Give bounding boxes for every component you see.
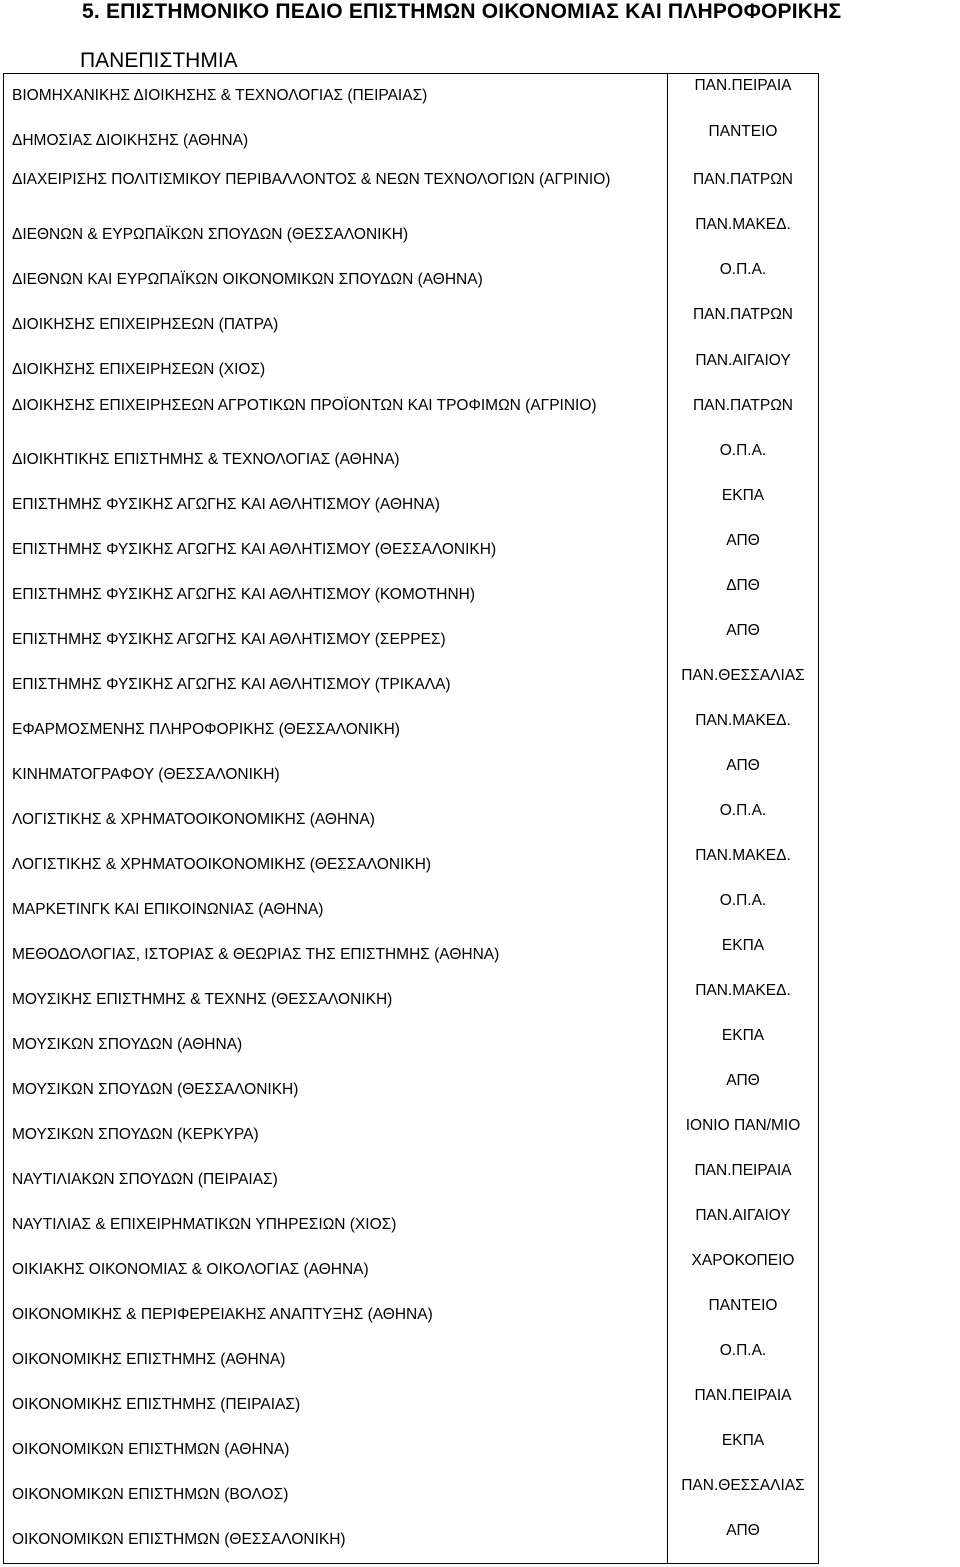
department-name: ΕΠΙΣΤΗΜΗΣ ΦΥΣΙΚΗΣ ΑΓΩΓΗΣ ΚΑΙ ΑΘΛΗΤΙΣΜΟΥ (ΣΕΡΡΕΣ) [12, 631, 446, 648]
department-name: ΔΙΟΙΚΗΣΗΣ ΕΠΙΧΕΙΡΗΣΕΩΝ (ΠΑΤΡΑ) [12, 316, 279, 333]
department-name: ΜΑΡΚΕΤΙΝΓΚ ΚΑΙ ΕΠΙΚΟΙΝΩΝΙΑΣ (ΑΘΗΝΑ) [12, 901, 324, 918]
department-name: ΚΙΝΗΜΑΤΟΓΡΑΦΟΥ (ΘΕΣΣΑΛΟΝΙΚΗ) [12, 766, 280, 783]
department-name: ΛΟΓΙΣΤΙΚΗΣ & ΧΡΗΜΑΤΟΟΙΚΟΝΟΜΙΚΗΣ (ΘΕΣΣΑΛΟΝΙΚΗ) [12, 856, 432, 873]
department-name: ΜΟΥΣΙΚΗΣ ΕΠΙΣΤΗΜΗΣ & ΤΕΧΝΗΣ (ΘΕΣΣΑΛΟΝΙΚΗ) [12, 991, 393, 1008]
university-name: ΠΑΝ.ΠΕΙΡΑΙΑ [694, 1387, 792, 1404]
department-name: ΔΙΕΘΝΩΝ & ΕΥΡΩΠΑΪΚΩΝ ΣΠΟΥΔΩΝ (ΘΕΣΣΑΛΟΝΙΚΗ) [12, 226, 409, 243]
university-name: Ο.Π.Α. [719, 442, 767, 459]
university-name: ΠΑΝ.ΠΕΙΡΑΙΑ [694, 1162, 792, 1179]
university-name: ΙΟΝΙΟ ΠΑΝ/ΜΙΟ [685, 1117, 801, 1134]
department-name: ΔΙΑΧΕΙΡΙΣΗΣ ΠΟΛΙΤΙΣΜΙΚΟΥ ΠΕΡΙΒΑΛΛΟΝΤΟΣ & ΝΕΩΝ ΤΕΧΝΟΛΟΓΙΩΝ (ΑΓΡΙΝΙΟ) [12, 171, 611, 188]
university-name: ΕΚΠΑ [721, 1027, 765, 1044]
university-name: Ο.Π.Α. [719, 892, 767, 909]
university-name: ΑΠΘ [726, 622, 760, 639]
university-name: ΕΚΠΑ [721, 937, 765, 954]
department-name: ΜΕΘΟΔΟΛΟΓΙΑΣ, ΙΣΤΟΡΙΑΣ & ΘΕΩΡΙΑΣ ΤΗΣ ΕΠΙΣΤΗΜΗΣ (ΑΘΗΝΑ) [12, 946, 500, 963]
department-name: ΕΠΙΣΤΗΜΗΣ ΦΥΣΙΚΗΣ ΑΓΩΓΗΣ ΚΑΙ ΑΘΛΗΤΙΣΜΟΥ (ΘΕΣΣΑΛΟΝΙΚΗ) [12, 541, 497, 558]
department-name: ΔΙΟΙΚΗΤΙΚΗΣ ΕΠΙΣΤΗΜΗΣ & ΤΕΧΝΟΛΟΓΙΑΣ (ΑΘΗΝΑ) [12, 451, 400, 468]
university-name: ΠΑΝ.ΠΑΤΡΩΝ [692, 397, 793, 414]
university-name: ΠΑΝ.ΠΑΤΡΩΝ [692, 306, 793, 323]
department-name: ΟΙΚΟΝΟΜΙΚΩΝ ΕΠΙΣΤΗΜΩΝ (ΑΘΗΝΑ) [12, 1441, 290, 1458]
page-title: 5. ΕΠΙΣΤΗΜΟΝΙΚΟ ΠΕΔΙΟ ΕΠΙΣΤΗΜΩΝ ΟΙΚΟΝΟΜΙΑΣ ΚΑΙ ΠΛΗΡΟΦΟΡΙΚΗΣ [82, 0, 842, 23]
university-name: ΠΑΝ.ΜΑΚΕΔ. [695, 847, 791, 864]
university-name: ΑΠΘ [726, 757, 760, 774]
department-name: ΔΙΟΙΚΗΣΗΣ ΕΠΙΧΕΙΡΗΣΕΩΝ (ΧΙΟΣ) [12, 361, 266, 378]
universities-column-header: ΠΑΝΕΠΙΣΤΗΜΙΑ [80, 49, 238, 72]
department-name: ΜΟΥΣΙΚΩΝ ΣΠΟΥΔΩΝ (ΘΕΣΣΑΛΟΝΙΚΗ) [12, 1081, 299, 1098]
university-name: Ο.Π.Α. [719, 261, 767, 278]
university-name: ΠΑΝ.ΑΙΓΑΙΟΥ [695, 1207, 791, 1224]
university-name: ΠΑΝ.ΜΑΚΕΔ. [695, 216, 791, 233]
university-name: ΠΑΝ.ΘΕΣΣΑΛΙΑΣ [681, 667, 805, 684]
department-name: ΒΙΟΜΗΧΑΝΙΚΗΣ ΔΙΟΙΚΗΣΗΣ & ΤΕΧΝΟΛΟΓΙΑΣ (ΠΕΙΡΑΙΑΣ) [12, 87, 428, 104]
university-name: ΑΠΘ [726, 532, 760, 549]
department-name: ΕΦΑΡΜΟΣΜΕΝΗΣ ΠΛΗΡΟΦΟΡΙΚΗΣ (ΘΕΣΣΑΛΟΝΙΚΗ) [12, 721, 400, 738]
department-name: ΟΙΚΟΝΟΜΙΚΗΣ ΕΠΙΣΤΗΜΗΣ (ΑΘΗΝΑ) [12, 1351, 286, 1368]
department-name: ΛΟΓΙΣΤΙΚΗΣ & ΧΡΗΜΑΤΟΟΙΚΟΝΟΜΙΚΗΣ (ΑΘΗΝΑ) [12, 811, 375, 828]
university-name: ΠΑΝ.ΠΑΤΡΩΝ [692, 171, 793, 188]
university-name: ΧΑΡΟΚΟΠΕΙΟ [691, 1252, 795, 1269]
university-name: ΠΑΝ.ΑΙΓΑΙΟΥ [695, 352, 791, 369]
university-name: ΔΠΘ [726, 577, 760, 594]
university-name: ΠΑΝ.ΠΕΙΡΑΙΑ [694, 77, 792, 94]
university-name: Ο.Π.Α. [719, 802, 767, 819]
university-name: ΠΑΝ.ΘΕΣΣΑΛΙΑΣ [681, 1477, 805, 1494]
university-name: ΠΑΝΤΕΙΟ [708, 1297, 778, 1314]
department-name: ΔΙΕΘΝΩΝ ΚΑΙ ΕΥΡΩΠΑΪΚΩΝ ΟΙΚΟΝΟΜΙΚΩΝ ΣΠΟΥΔΩΝ (ΑΘΗΝΑ) [12, 271, 483, 288]
department-name: ΟΙΚΟΝΟΜΙΚΗΣ & ΠΕΡΙΦΕΡΕΙΑΚΗΣ ΑΝΑΠΤΥΞΗΣ (ΑΘΗΝΑ) [12, 1306, 433, 1323]
university-name: ΕΚΠΑ [721, 487, 765, 504]
department-name: ΔΙΟΙΚΗΣΗΣ ΕΠΙΧΕΙΡΗΣΕΩΝ ΑΓΡΟΤΙΚΩΝ ΠΡΟΪΟΝΤΩΝ ΚΑΙ ΤΡΟΦΙΜΩΝ (ΑΓΡΙΝΙΟ) [12, 397, 597, 414]
university-name: ΕΚΠΑ [721, 1432, 765, 1449]
department-name: ΕΠΙΣΤΗΜΗΣ ΦΥΣΙΚΗΣ ΑΓΩΓΗΣ ΚΑΙ ΑΘΛΗΤΙΣΜΟΥ (ΑΘΗΝΑ) [12, 496, 440, 513]
university-name: ΑΠΘ [726, 1522, 760, 1539]
university-name: ΠΑΝ.ΜΑΚΕΔ. [695, 982, 791, 999]
department-name: ΕΠΙΣΤΗΜΗΣ ΦΥΣΙΚΗΣ ΑΓΩΓΗΣ ΚΑΙ ΑΘΛΗΤΙΣΜΟΥ (ΚΟΜΟΤΗΝΗ) [12, 586, 476, 603]
university-name: ΠΑΝΤΕΙΟ [708, 123, 778, 140]
department-name: ΜΟΥΣΙΚΩΝ ΣΠΟΥΔΩΝ (ΑΘΗΝΑ) [12, 1036, 243, 1053]
department-name: ΔΗΜΟΣΙΑΣ ΔΙΟΙΚΗΣΗΣ (ΑΘΗΝΑ) [12, 132, 249, 149]
university-name: Ο.Π.Α. [719, 1342, 767, 1359]
department-name: ΜΟΥΣΙΚΩΝ ΣΠΟΥΔΩΝ (ΚΕΡΚΥΡΑ) [12, 1126, 259, 1143]
university-name: ΑΠΘ [726, 1072, 760, 1089]
department-name: ΟΙΚΟΝΟΜΙΚΩΝ ΕΠΙΣΤΗΜΩΝ (ΒΟΛΟΣ) [12, 1486, 289, 1503]
department-name: ΟΙΚΟΝΟΜΙΚΩΝ ΕΠΙΣΤΗΜΩΝ (ΘΕΣΣΑΛΟΝΙΚΗ) [12, 1531, 346, 1548]
university-name: ΠΑΝ.ΜΑΚΕΔ. [695, 712, 791, 729]
department-name: ΕΠΙΣΤΗΜΗΣ ΦΥΣΙΚΗΣ ΑΓΩΓΗΣ ΚΑΙ ΑΘΛΗΤΙΣΜΟΥ (ΤΡΙΚΑΛΑ) [12, 676, 451, 693]
department-name: ΝΑΥΤΙΛΙΑΣ & ΕΠΙΧΕΙΡΗΜΑΤΙΚΩΝ ΥΠΗΡΕΣΙΩΝ (ΧΙΟΣ) [12, 1216, 397, 1233]
department-name: ΟΙΚΟΝΟΜΙΚΗΣ ΕΠΙΣΤΗΜΗΣ (ΠΕΙΡΑΙΑΣ) [12, 1396, 301, 1413]
department-name: ΟΙΚΙΑΚΗΣ ΟΙΚΟΝΟΜΙΑΣ & ΟΙΚΟΛΟΓΙΑΣ (ΑΘΗΝΑ) [12, 1261, 369, 1278]
department-name: ΝΑΥΤΙΛΙΑΚΩΝ ΣΠΟΥΔΩΝ (ΠΕΙΡΑΙΑΣ) [12, 1171, 278, 1188]
